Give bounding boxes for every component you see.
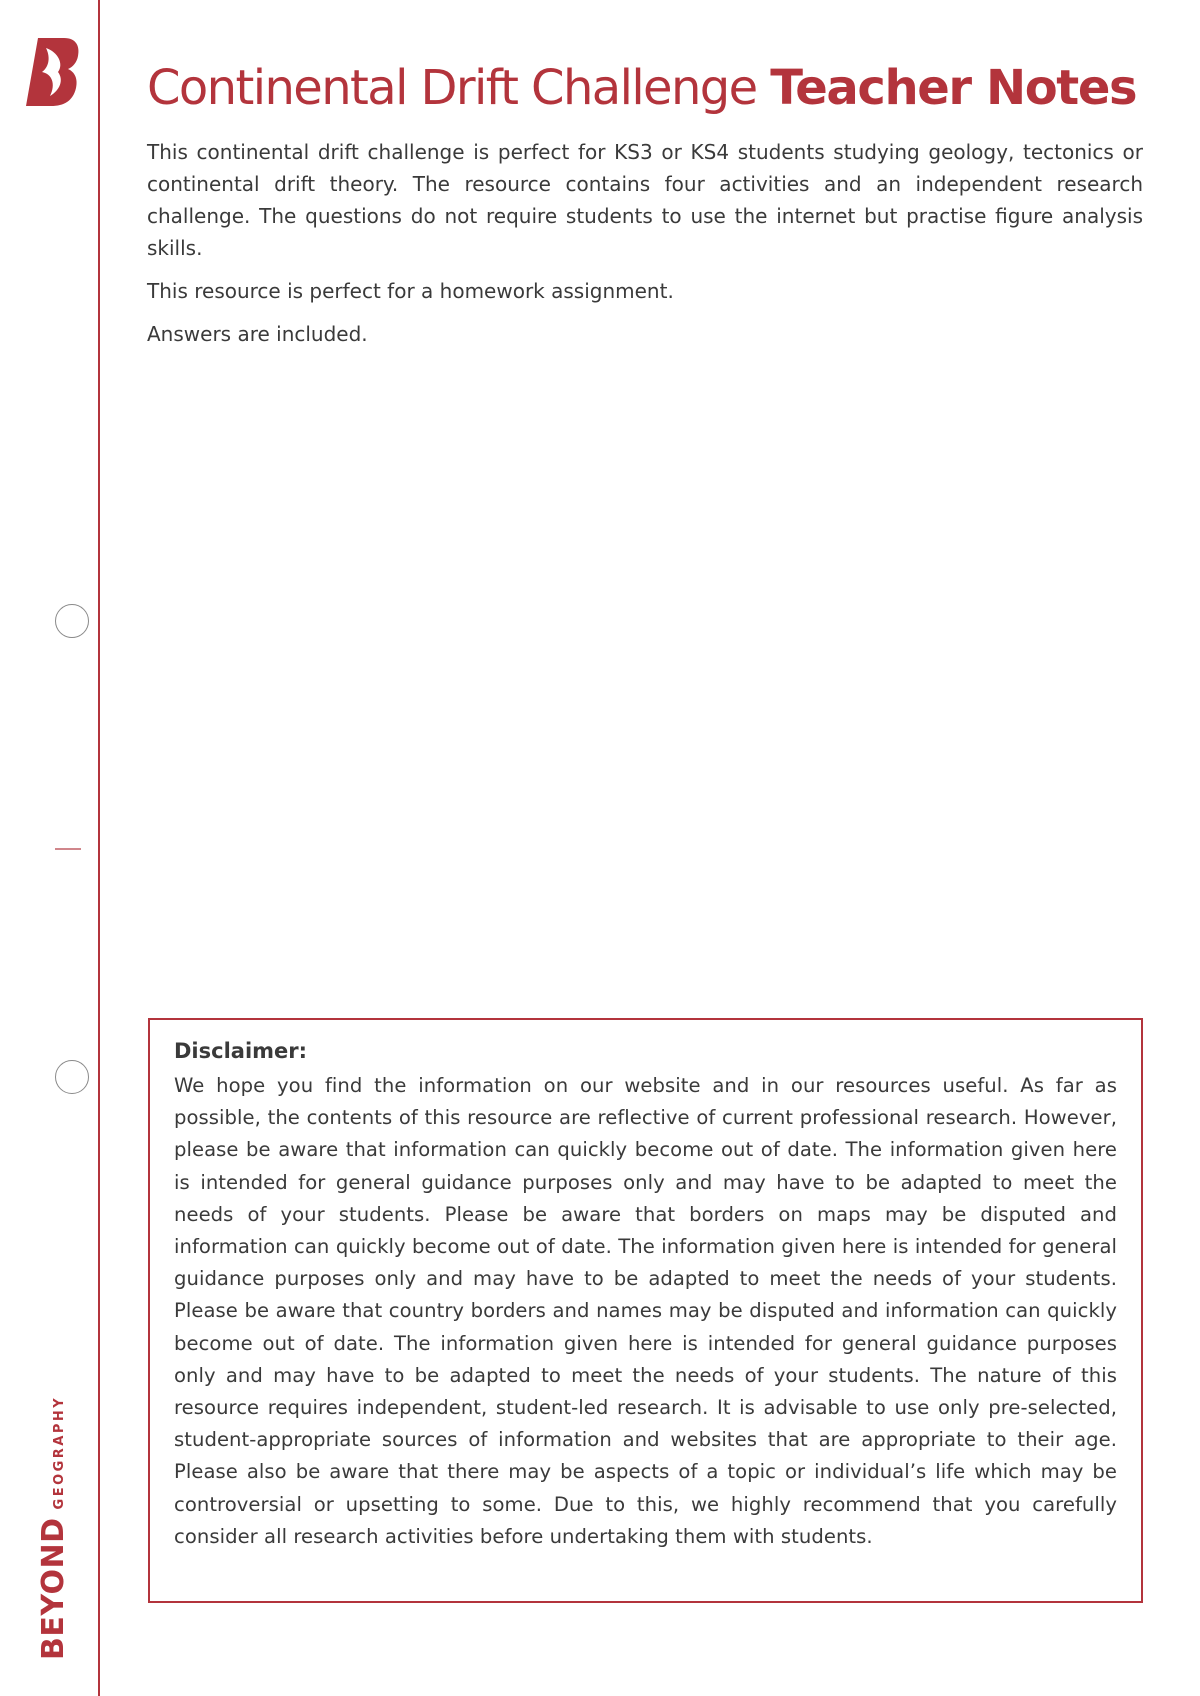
fold-mark bbox=[55, 848, 81, 850]
brand-name-secondary: GEOGRAPHY bbox=[52, 1395, 67, 1510]
page-title bbox=[147, 56, 1145, 120]
disclaimer-body: We hope you find the information on our website and in our resources useful. As far as possible, the contents of this resource are reflective of current professional research. However, please be aware that information can quickly become out of date. The information given here is intended for general guidance purposes only and may have to be adapted to meet the needs of your students. Please be aware that borders on maps may be disputed and information can quickly become out of date. The information given here is intended for general guidance purposes only and may have to be adapted to meet the needs of your students. Please be aware that country borders and names may be disputed and information can quickly become out of date. The information given here is intended for general guidance purposes only and may have to be adapted to meet the needs of your students. The nature of this resource requires independent, student-led research. It is advisable to use only pre-selected, student-appropriate sources of information and websites that are appropriate to their age. Please also be aware that there may be aspects of a topic or individual’s life which may be controversial or upsetting to some. Due to this, we highly recommend that you carefully consider all research activities before undertaking them with students. bbox=[174, 1074, 1117, 1548]
page-title-bold: Teacher Notes bbox=[770, 60, 1137, 116]
intro-paragraph-answers: Answers are included. bbox=[147, 322, 368, 346]
disclaimer-heading: Disclaimer: bbox=[174, 1039, 308, 1063]
intro-section bbox=[147, 136, 1143, 361]
punch-hole-bottom bbox=[55, 1060, 89, 1094]
margin-rule bbox=[98, 0, 100, 1696]
intro-paragraph-description: This continental drift challenge is perfect for KS3 or KS4 students studying geology, tectonics or continental drift theory. The resource contains four activities and an independent research challenge. The questions do not require students to use the internet but practise figure analysis skills. bbox=[147, 140, 1143, 260]
disclaimer-box bbox=[148, 1018, 1143, 1603]
page-title-light: Continental Drift Challenge bbox=[147, 60, 757, 116]
punch-hole-top bbox=[55, 604, 89, 638]
beyond-b-logo-icon bbox=[24, 36, 80, 108]
brand-name-primary: BEYOND bbox=[36, 1517, 71, 1660]
brand-wordmark bbox=[36, 1396, 71, 1660]
intro-paragraph-homework: This resource is perfect for a homework assignment. bbox=[147, 279, 674, 303]
